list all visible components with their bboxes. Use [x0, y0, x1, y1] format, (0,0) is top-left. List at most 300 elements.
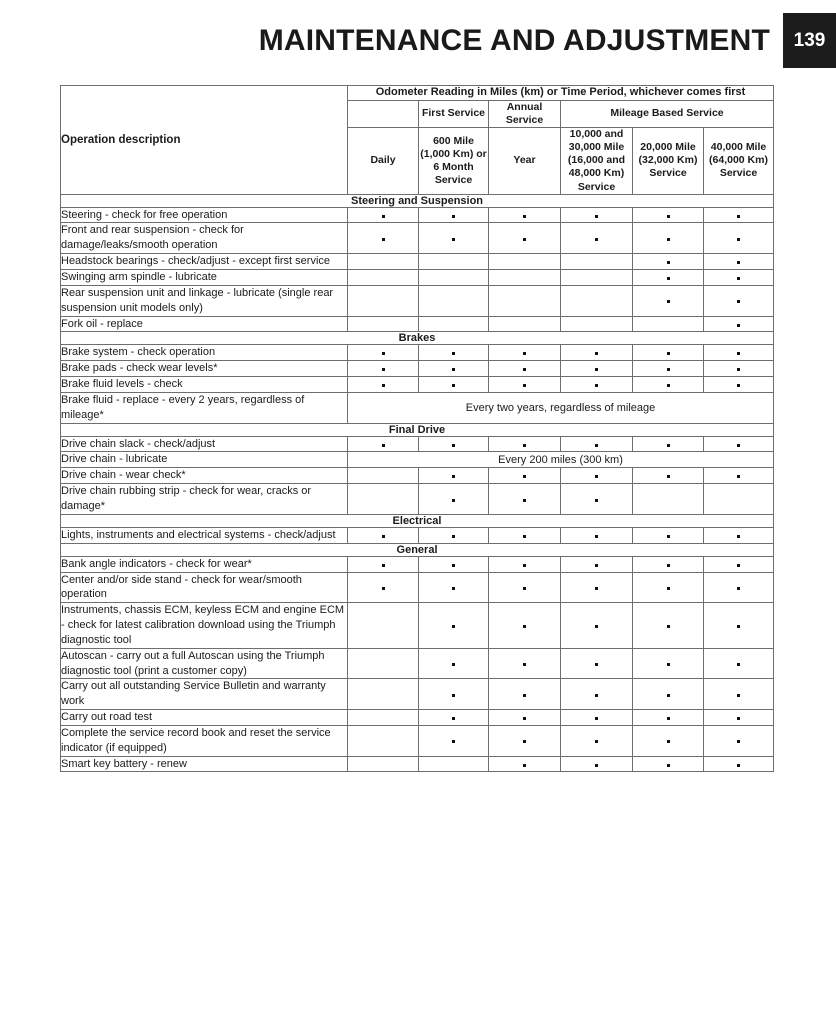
- group-header-mileage-based-service: Mileage Based Service: [561, 100, 774, 127]
- operation-description-cell: Drive chain slack - check/adjust: [61, 436, 348, 452]
- section-title: Electrical: [61, 514, 774, 527]
- service-dot-icon: [737, 475, 740, 478]
- operation-description-cell: Center and/or side stand - check for wear/smooth operation: [61, 572, 348, 603]
- operation-description-cell: Carry out all outstanding Service Bulletin and warranty work: [61, 679, 348, 710]
- service-dot-icon: [382, 215, 385, 218]
- page-number-badge: 139: [783, 13, 836, 68]
- table-row: [61, 527, 774, 543]
- service-mark-cell-checked: [633, 556, 704, 572]
- service-mark-cell-checked: [561, 345, 633, 361]
- table-row: [61, 392, 774, 423]
- service-mark-cell-checked: [704, 254, 774, 270]
- header-row-odometer: [61, 86, 774, 101]
- column-header-year: Year: [489, 128, 561, 195]
- service-mark-cell-checked: [561, 679, 633, 710]
- service-mark-cell-checked: [561, 484, 633, 515]
- operation-description-cell: Swinging arm spindle - lubricate: [61, 270, 348, 286]
- service-dot-icon: [667, 261, 670, 264]
- service-dot-icon: [452, 625, 455, 628]
- service-mark-cell-checked: [348, 377, 419, 393]
- service-dot-icon: [737, 277, 740, 280]
- group-header-blank: [348, 100, 419, 127]
- service-dot-icon: [737, 717, 740, 720]
- service-mark-cell-checked: [704, 468, 774, 484]
- service-dot-icon: [523, 717, 526, 720]
- service-dot-icon: [595, 587, 598, 590]
- page-title: MAINTENANCE AND ADJUSTMENT: [258, 24, 770, 57]
- service-mark-cell-checked: [489, 679, 561, 710]
- service-dot-icon: [452, 499, 455, 502]
- maintenance-schedule-table: [60, 85, 774, 772]
- interval-note-cell: Every two years, regardless of mileage: [348, 392, 774, 423]
- operation-description-cell: Autoscan - carry out a full Autoscan using the Triumph diagnostic tool (print a customer copy): [61, 648, 348, 679]
- service-mark-cell-checked: [633, 254, 704, 270]
- operation-description-cell: Front and rear suspension - check for damage/leaks/smooth operation: [61, 223, 348, 254]
- service-dot-icon: [667, 215, 670, 218]
- service-dot-icon: [595, 368, 598, 371]
- service-mark-cell-checked: [419, 556, 489, 572]
- service-dot-icon: [452, 694, 455, 697]
- service-mark-cell-checked: [704, 223, 774, 254]
- service-mark-cell-checked: [633, 285, 704, 316]
- operation-description-cell: Lights, instruments and electrical systems - check/adjust: [61, 527, 348, 543]
- table-row: [61, 285, 774, 316]
- service-dot-icon: [737, 238, 740, 241]
- section-header-row: [61, 423, 774, 436]
- service-mark-cell-checked: [489, 377, 561, 393]
- service-mark-cell-checked: [489, 572, 561, 603]
- service-dot-icon: [452, 535, 455, 538]
- service-dot-icon: [667, 587, 670, 590]
- section-header-row: [61, 514, 774, 527]
- service-dot-icon: [595, 352, 598, 355]
- service-dot-icon: [382, 587, 385, 590]
- section-title: Steering and Suspension: [61, 194, 774, 207]
- service-dot-icon: [452, 740, 455, 743]
- section-header-row: [61, 543, 774, 556]
- service-mark-cell-checked: [489, 468, 561, 484]
- service-mark-cell-checked: [633, 377, 704, 393]
- column-header-daily: Daily: [348, 128, 419, 195]
- service-mark-cell-empty: [561, 270, 633, 286]
- service-dot-icon: [523, 564, 526, 567]
- service-dot-icon: [737, 694, 740, 697]
- service-dot-icon: [667, 475, 670, 478]
- operation-description-header: Operation description: [61, 86, 348, 195]
- service-dot-icon: [667, 277, 670, 280]
- table-row: [61, 452, 774, 468]
- service-mark-cell-empty: [348, 285, 419, 316]
- service-dot-icon: [667, 352, 670, 355]
- table-row: [61, 572, 774, 603]
- service-mark-cell-checked: [704, 270, 774, 286]
- service-mark-cell-empty: [348, 316, 419, 332]
- service-dot-icon: [452, 587, 455, 590]
- operation-description-cell: Brake fluid levels - check: [61, 377, 348, 393]
- operation-description-cell: Drive chain rubbing strip - check for wear, cracks or damage*: [61, 484, 348, 515]
- service-dot-icon: [595, 564, 598, 567]
- service-dot-icon: [452, 352, 455, 355]
- service-dot-icon: [667, 717, 670, 720]
- service-dot-icon: [667, 564, 670, 567]
- service-mark-cell-empty: [348, 710, 419, 726]
- service-dot-icon: [382, 444, 385, 447]
- service-dot-icon: [595, 215, 598, 218]
- service-dot-icon: [523, 587, 526, 590]
- service-mark-cell-empty: [419, 316, 489, 332]
- service-mark-cell-checked: [561, 572, 633, 603]
- service-dot-icon: [382, 238, 385, 241]
- operation-description-cell: Smart key battery - renew: [61, 756, 348, 772]
- service-dot-icon: [523, 475, 526, 478]
- service-mark-cell-checked: [704, 556, 774, 572]
- service-dot-icon: [523, 368, 526, 371]
- service-mark-cell-checked: [633, 345, 704, 361]
- service-dot-icon: [737, 300, 740, 303]
- service-mark-cell-checked: [419, 648, 489, 679]
- operation-description-cell: Drive chain - wear check*: [61, 468, 348, 484]
- service-mark-cell-checked: [489, 484, 561, 515]
- service-mark-cell-checked: [348, 436, 419, 452]
- service-mark-cell-checked: [419, 484, 489, 515]
- service-mark-cell-empty: [419, 270, 489, 286]
- service-mark-cell-checked: [704, 527, 774, 543]
- service-dot-icon: [382, 535, 385, 538]
- service-mark-cell-checked: [419, 603, 489, 649]
- service-mark-cell-checked: [561, 223, 633, 254]
- service-dot-icon: [595, 764, 598, 767]
- service-dot-icon: [523, 694, 526, 697]
- column-header-10000-30000-mile: 10,000 and 30,000 Mile (16,000 and 48,000 Km) Service: [561, 128, 633, 195]
- operation-description-cell: Fork oil - replace: [61, 316, 348, 332]
- service-dot-icon: [667, 238, 670, 241]
- operation-description-cell: Carry out road test: [61, 710, 348, 726]
- service-dot-icon: [595, 740, 598, 743]
- service-dot-icon: [595, 384, 598, 387]
- service-mark-cell-empty: [489, 254, 561, 270]
- service-mark-cell-checked: [348, 207, 419, 223]
- service-dot-icon: [737, 352, 740, 355]
- service-mark-cell-checked: [489, 603, 561, 649]
- table-row: [61, 556, 774, 572]
- service-mark-cell-checked: [348, 527, 419, 543]
- column-header-600-mile: 600 Mile (1,000 Km) or 6 Month Service: [419, 128, 489, 195]
- service-mark-cell-checked: [561, 436, 633, 452]
- service-mark-cell-checked: [489, 710, 561, 726]
- service-dot-icon: [595, 499, 598, 502]
- service-dot-icon: [667, 368, 670, 371]
- service-mark-cell-checked: [419, 527, 489, 543]
- service-dot-icon: [737, 587, 740, 590]
- table-row: [61, 648, 774, 679]
- service-mark-cell-checked: [419, 679, 489, 710]
- service-mark-cell-empty: [561, 285, 633, 316]
- operation-description-cell: Instruments, chassis ECM, keyless ECM and engine ECM - check for latest calibration download using the Triumph diagnostic tool: [61, 603, 348, 649]
- table-row: [61, 436, 774, 452]
- service-mark-cell-checked: [704, 603, 774, 649]
- service-mark-cell-empty: [419, 254, 489, 270]
- service-mark-cell-checked: [704, 361, 774, 377]
- operation-description-cell: Headstock bearings - check/adjust - except first service: [61, 254, 348, 270]
- service-dot-icon: [737, 444, 740, 447]
- service-dot-icon: [523, 625, 526, 628]
- service-mark-cell-empty: [348, 725, 419, 756]
- service-mark-cell-checked: [489, 648, 561, 679]
- service-dot-icon: [382, 564, 385, 567]
- table-row: [61, 207, 774, 223]
- operation-description-cell: Brake pads - check wear levels*: [61, 361, 348, 377]
- operation-description-cell: Brake fluid - replace - every 2 years, regardless of mileage*: [61, 392, 348, 423]
- group-header-annual-service: Annual Service: [489, 100, 561, 127]
- service-mark-cell-empty: [348, 254, 419, 270]
- interval-note-cell: Every 200 miles (300 km): [348, 452, 774, 468]
- table-row: [61, 725, 774, 756]
- service-mark-cell-empty: [348, 468, 419, 484]
- operation-description-cell: Complete the service record book and reset the service indicator (if equipped): [61, 725, 348, 756]
- service-dot-icon: [523, 535, 526, 538]
- service-mark-cell-checked: [561, 377, 633, 393]
- service-mark-cell-empty: [633, 484, 704, 515]
- service-dot-icon: [523, 238, 526, 241]
- service-dot-icon: [737, 663, 740, 666]
- service-mark-cell-checked: [419, 345, 489, 361]
- service-mark-cell-checked: [561, 207, 633, 223]
- group-header-first-service: First Service: [419, 100, 489, 127]
- service-dot-icon: [523, 663, 526, 666]
- service-mark-cell-checked: [348, 345, 419, 361]
- column-header-20000-mile: 20,000 Mile (32,000 Km) Service: [633, 128, 704, 195]
- service-mark-cell-checked: [704, 316, 774, 332]
- service-dot-icon: [523, 764, 526, 767]
- service-mark-cell-checked: [489, 756, 561, 772]
- service-dot-icon: [452, 564, 455, 567]
- service-dot-icon: [737, 368, 740, 371]
- service-dot-icon: [595, 663, 598, 666]
- service-mark-cell-checked: [561, 603, 633, 649]
- service-mark-cell-checked: [419, 377, 489, 393]
- service-dot-icon: [737, 384, 740, 387]
- service-mark-cell-checked: [704, 756, 774, 772]
- service-dot-icon: [737, 564, 740, 567]
- service-dot-icon: [595, 625, 598, 628]
- service-mark-cell-empty: [348, 756, 419, 772]
- service-mark-cell-checked: [704, 207, 774, 223]
- service-dot-icon: [667, 625, 670, 628]
- service-mark-cell-empty: [489, 316, 561, 332]
- service-mark-cell-checked: [489, 556, 561, 572]
- service-mark-cell-checked: [704, 285, 774, 316]
- table-row: [61, 710, 774, 726]
- service-mark-cell-empty: [489, 285, 561, 316]
- service-dot-icon: [452, 384, 455, 387]
- service-mark-cell-empty: [561, 254, 633, 270]
- service-dot-icon: [737, 625, 740, 628]
- service-dot-icon: [595, 238, 598, 241]
- service-dot-icon: [523, 352, 526, 355]
- service-mark-cell-checked: [489, 361, 561, 377]
- service-mark-cell-checked: [633, 361, 704, 377]
- service-mark-cell-checked: [348, 556, 419, 572]
- section-header-row: [61, 332, 774, 345]
- service-dot-icon: [452, 368, 455, 371]
- service-mark-cell-empty: [704, 484, 774, 515]
- service-mark-cell-checked: [704, 710, 774, 726]
- page-header: [0, 0, 836, 78]
- service-mark-cell-checked: [704, 725, 774, 756]
- section-header-row: [61, 194, 774, 207]
- maintenance-schedule-table-wrapper: [60, 85, 773, 772]
- service-mark-cell-empty: [633, 316, 704, 332]
- service-dot-icon: [452, 475, 455, 478]
- table-row: [61, 345, 774, 361]
- section-title: Final Drive: [61, 423, 774, 436]
- service-dot-icon: [452, 663, 455, 666]
- table-row: [61, 484, 774, 515]
- service-mark-cell-checked: [633, 710, 704, 726]
- table-row: [61, 270, 774, 286]
- service-mark-cell-checked: [561, 648, 633, 679]
- table-row: [61, 468, 774, 484]
- service-mark-cell-checked: [633, 436, 704, 452]
- service-mark-cell-checked: [633, 648, 704, 679]
- service-dot-icon: [523, 444, 526, 447]
- service-mark-cell-checked: [633, 756, 704, 772]
- service-mark-cell-checked: [419, 361, 489, 377]
- service-dot-icon: [595, 535, 598, 538]
- service-mark-cell-checked: [633, 270, 704, 286]
- service-dot-icon: [452, 444, 455, 447]
- service-mark-cell-checked: [704, 436, 774, 452]
- service-mark-cell-checked: [704, 679, 774, 710]
- service-dot-icon: [737, 740, 740, 743]
- table-head: [61, 86, 774, 195]
- operation-description-cell: Brake system - check operation: [61, 345, 348, 361]
- table-row: [61, 756, 774, 772]
- service-mark-cell-checked: [348, 361, 419, 377]
- service-mark-cell-checked: [489, 345, 561, 361]
- table-row: [61, 254, 774, 270]
- service-dot-icon: [523, 740, 526, 743]
- table-row: [61, 316, 774, 332]
- operation-description-cell: Rear suspension unit and linkage - lubricate (single rear suspension unit models only): [61, 285, 348, 316]
- service-mark-cell-checked: [419, 725, 489, 756]
- service-mark-cell-empty: [419, 285, 489, 316]
- service-mark-cell-checked: [489, 207, 561, 223]
- service-dot-icon: [737, 215, 740, 218]
- service-mark-cell-checked: [633, 572, 704, 603]
- service-dot-icon: [667, 444, 670, 447]
- service-mark-cell-empty: [348, 484, 419, 515]
- service-dot-icon: [737, 324, 740, 327]
- service-dot-icon: [667, 764, 670, 767]
- service-dot-icon: [595, 694, 598, 697]
- operation-description-cell: Steering - check for free operation: [61, 207, 348, 223]
- service-dot-icon: [382, 384, 385, 387]
- service-mark-cell-checked: [419, 468, 489, 484]
- service-mark-cell-checked: [489, 527, 561, 543]
- service-dot-icon: [523, 499, 526, 502]
- service-mark-cell-checked: [489, 223, 561, 254]
- service-mark-cell-checked: [561, 361, 633, 377]
- operation-description-cell: Bank angle indicators - check for wear*: [61, 556, 348, 572]
- service-mark-cell-empty: [348, 270, 419, 286]
- service-mark-cell-checked: [633, 603, 704, 649]
- service-dot-icon: [667, 384, 670, 387]
- table-body: [61, 194, 774, 772]
- table-row: [61, 361, 774, 377]
- service-dot-icon: [737, 535, 740, 538]
- operation-description-cell: Drive chain - lubricate: [61, 452, 348, 468]
- service-dot-icon: [667, 663, 670, 666]
- service-mark-cell-empty: [348, 679, 419, 710]
- service-dot-icon: [737, 764, 740, 767]
- table-row: [61, 223, 774, 254]
- service-dot-icon: [452, 717, 455, 720]
- service-dot-icon: [667, 694, 670, 697]
- service-mark-cell-checked: [633, 223, 704, 254]
- service-dot-icon: [737, 261, 740, 264]
- service-mark-cell-checked: [419, 572, 489, 603]
- service-mark-cell-empty: [489, 270, 561, 286]
- service-dot-icon: [523, 215, 526, 218]
- service-mark-cell-checked: [561, 756, 633, 772]
- service-dot-icon: [595, 475, 598, 478]
- service-dot-icon: [452, 238, 455, 241]
- service-mark-cell-checked: [561, 527, 633, 543]
- service-dot-icon: [382, 352, 385, 355]
- service-mark-cell-checked: [489, 725, 561, 756]
- column-header-40000-mile: 40,000 Mile (64,000 Km) Service: [704, 128, 774, 195]
- service-mark-cell-checked: [633, 468, 704, 484]
- table-row: [61, 679, 774, 710]
- service-dot-icon: [667, 535, 670, 538]
- service-mark-cell-checked: [348, 572, 419, 603]
- service-mark-cell-empty: [348, 603, 419, 649]
- service-mark-cell-checked: [561, 556, 633, 572]
- service-mark-cell-checked: [561, 710, 633, 726]
- service-mark-cell-empty: [348, 648, 419, 679]
- odometer-reading-header: Odometer Reading in Miles (km) or Time Period, whichever comes first: [348, 86, 774, 101]
- service-mark-cell-checked: [633, 679, 704, 710]
- service-dot-icon: [667, 740, 670, 743]
- service-mark-cell-checked: [561, 468, 633, 484]
- service-mark-cell-checked: [348, 223, 419, 254]
- service-dot-icon: [382, 368, 385, 371]
- service-dot-icon: [452, 215, 455, 218]
- service-mark-cell-checked: [419, 207, 489, 223]
- service-mark-cell-checked: [419, 223, 489, 254]
- service-mark-cell-checked: [704, 648, 774, 679]
- service-mark-cell-checked: [419, 710, 489, 726]
- table-row: [61, 377, 774, 393]
- service-dot-icon: [595, 444, 598, 447]
- service-dot-icon: [595, 717, 598, 720]
- service-mark-cell-checked: [704, 377, 774, 393]
- service-mark-cell-checked: [633, 207, 704, 223]
- service-mark-cell-checked: [704, 572, 774, 603]
- service-mark-cell-checked: [489, 436, 561, 452]
- service-mark-cell-empty: [561, 316, 633, 332]
- section-title: General: [61, 543, 774, 556]
- service-mark-cell-checked: [561, 725, 633, 756]
- service-mark-cell-checked: [633, 527, 704, 543]
- section-title: Brakes: [61, 332, 774, 345]
- service-dot-icon: [667, 300, 670, 303]
- service-dot-icon: [523, 384, 526, 387]
- service-mark-cell-checked: [633, 725, 704, 756]
- service-mark-cell-empty: [419, 756, 489, 772]
- service-mark-cell-checked: [419, 436, 489, 452]
